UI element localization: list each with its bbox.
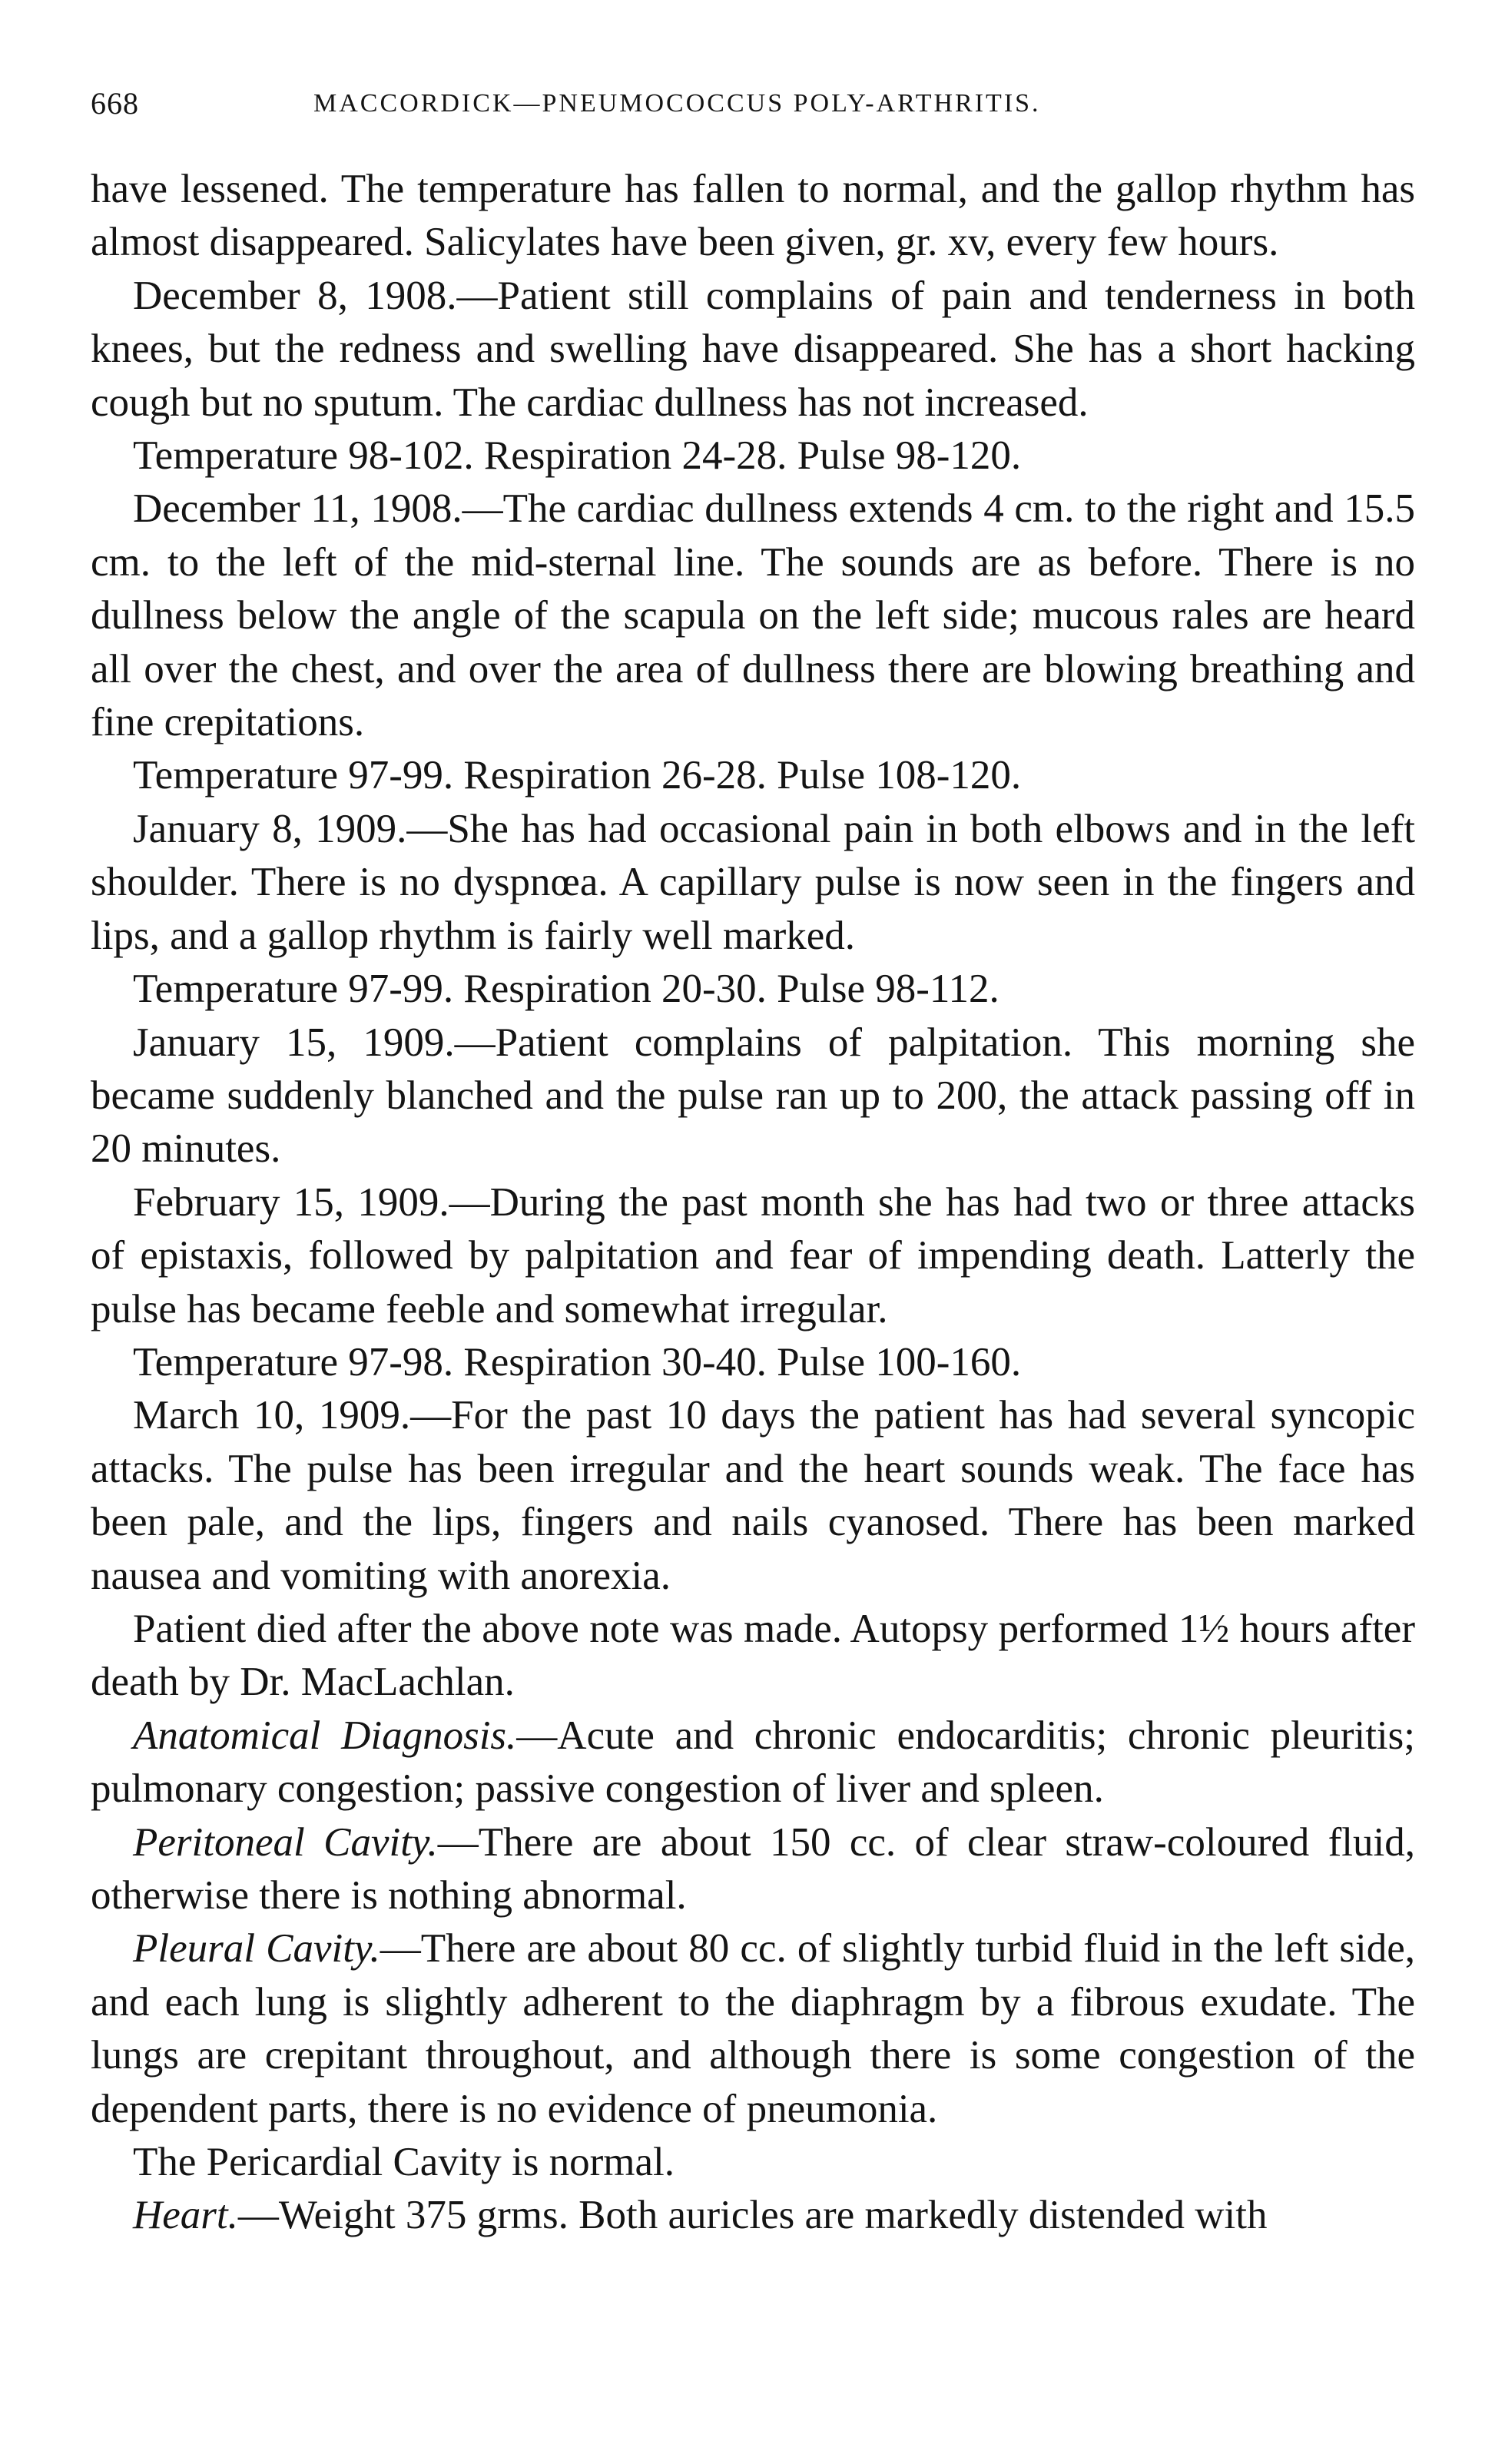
paragraph-text: January 15, 1909.—Patient complains of palpitation. This morning she became suddenly blanched and the pulse ran up to 200, the attack passing off in 20 minutes.: [91, 1020, 1415, 1172]
vitals-line: [91, 429, 1415, 483]
paragraph-text: January 8, 1909.—She has had occasional pain in both elbows and in the left shoulder. There is no dyspnœa. A capillary pulse is now seen in the fingers and lips, and a gallop rhythm is fairly well marked.: [91, 806, 1415, 958]
paragraph: [91, 2136, 1415, 2189]
document-page: [91, 77, 1415, 2243]
paragraph: [91, 1389, 1415, 1603]
paragraph-text: Patient died after the above note was made. Autopsy performed 1½ hours after death by Dr. MacLachlan.: [91, 1606, 1415, 1705]
page-header: [91, 77, 1415, 131]
paragraph: [91, 2189, 1415, 2242]
paragraph: [91, 1016, 1415, 1176]
running-title: MACCORDICK—PNEUMOCOCCUS POLY-ARTHRITIS.: [313, 89, 1041, 118]
vitals-line: [91, 963, 1415, 1016]
section-lead: Peritoneal Cavity.: [133, 1819, 438, 1865]
section-lead: Anatomical Diagnosis.: [133, 1713, 517, 1758]
paragraph: [91, 270, 1415, 429]
page-number: 668: [91, 86, 139, 121]
vitals-text: Temperature 97-99. Respiration 26-28. Pulse 108-120.: [133, 753, 1022, 798]
paragraph-text: February 15, 1909.—During the past month she has had two or three attacks of epistaxis, followed by palpitation and fear of impending death. Latterly the pulse has became feeble and somewhat irregular.: [91, 1179, 1415, 1331]
body-text: [91, 163, 1415, 2243]
vitals-line: [91, 749, 1415, 802]
paragraph: [91, 1603, 1415, 1710]
section-lead: Pleural Cavity.: [133, 1926, 380, 1972]
paragraph-text: The Pericardial Cavity is normal.: [133, 2140, 675, 2185]
paragraph-text: December 11, 1908.—The cardiac dullness extends 4 cm. to the right and 15.5 cm. to the left of the mid-sternal line. The sounds are as before. There is no dullness below the angle of the scapula on the left side; mucous rales are heard all over the chest, and over the area of dullness there are blowing breathing and fine crepitations.: [91, 486, 1415, 745]
vitals-text: Temperature 97-99. Respiration 20-30. Pulse 98-112.: [133, 967, 999, 1012]
paragraph-text: —There are about 150 cc. of clear straw-coloured fluid, otherwise there is nothing abnormal.: [91, 1819, 1415, 1918]
paragraph-text: have lessened. The temperature has fallen to normal, and the gallop rhythm has almost disappeared. Salicylates have been given, gr. xv, every few hours.: [91, 167, 1415, 265]
paragraph-text: March 10, 1909.—For the past 10 days the patient has had several syncopic attacks. The pulse has been irregular and the heart sounds weak. The face has been pale, and the lips, fingers and nails cyanosed. There has been marked nausea and vomiting with anorexia.: [91, 1393, 1415, 1598]
paragraph: [91, 803, 1415, 963]
vitals-line: [91, 1336, 1415, 1389]
paragraph: [91, 1176, 1415, 1336]
paragraph-text: —Acute and chronic endocarditis; chronic pleuritis; pulmonary congestion; passive congestion of liver and spleen.: [91, 1713, 1415, 1812]
paragraph-text: —There are about 80 cc. of slightly turbid fluid in the left side, and each lung is slightly adherent to the diaphragm by a fibrous exudate. The lungs are crepitant throughout, and although there is some congestion of the dependent parts, there is no evidence of pneumonia.: [91, 1926, 1415, 2131]
paragraph: [91, 483, 1415, 749]
paragraph: [91, 1710, 1415, 1816]
section-lead: Heart.: [133, 2193, 238, 2238]
paragraph: [91, 163, 1415, 270]
paragraph-text: December 8, 1908.—Patient still complains of pain and tenderness in both knees, but the redness and swelling have disappeared. She has a short hacking cough but no sputum. The cardiac dullness has not increased.: [91, 273, 1415, 425]
paragraph: [91, 1922, 1415, 2136]
paragraph-text: —Weight 375 grms. Both auricles are markedly distended with: [237, 2193, 1268, 2238]
vitals-text: Temperature 97-98. Respiration 30-40. Pulse 100-160.: [133, 1339, 1022, 1385]
paragraph: [91, 1816, 1415, 1923]
vitals-text: Temperature 98-102. Respiration 24-28. Pulse 98-120.: [133, 433, 1022, 479]
